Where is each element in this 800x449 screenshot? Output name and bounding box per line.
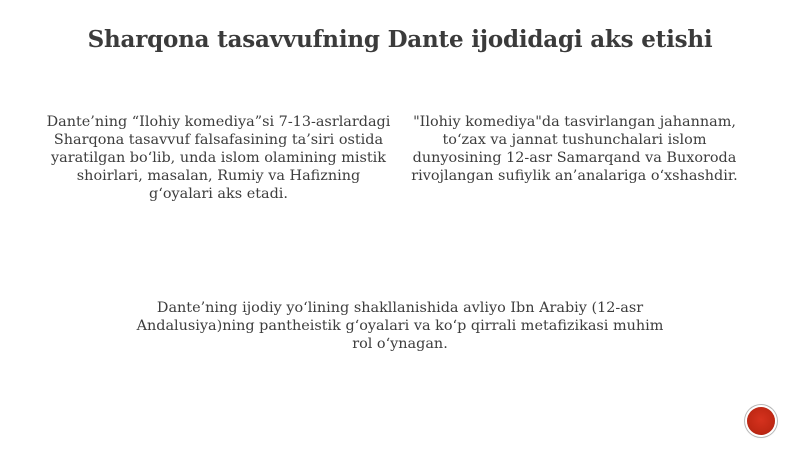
red-circle-button-icon[interactable] (747, 407, 775, 435)
slide-title: Sharqona tasavvufning Dante ijodidagi aks etishi (87, 26, 713, 53)
left-paragraph: Dante’ning “Ilohiy komediya”si 7-13-asrlardagi Sharqona tasavvuf falsafasining ta’siri ostida yaratilgan bo‘lib, unda islom olamining mistik shoirlari, masalan, Rumiy va Hafizning g‘oyalari aks etadi. (46, 114, 391, 202)
bottom-paragraph: Dante’ning ijodiy yo‘lining shakllanishida avliyo Ibn Arabiy (12-asr Andalusiya)ning pantheistik g‘oyalari va ko‘p qirrali metafizikasi muhim rol o‘ynagan. (136, 300, 664, 352)
right-paragraph: "Ilohiy komediya"da tasvirlangan jahannam, to‘zax va jannat tushunchalari islom dunyosining 12-asr Samarqand va Buxoroda rivojlangan sufiylik an’analariga o‘xshashdir. (411, 114, 738, 184)
